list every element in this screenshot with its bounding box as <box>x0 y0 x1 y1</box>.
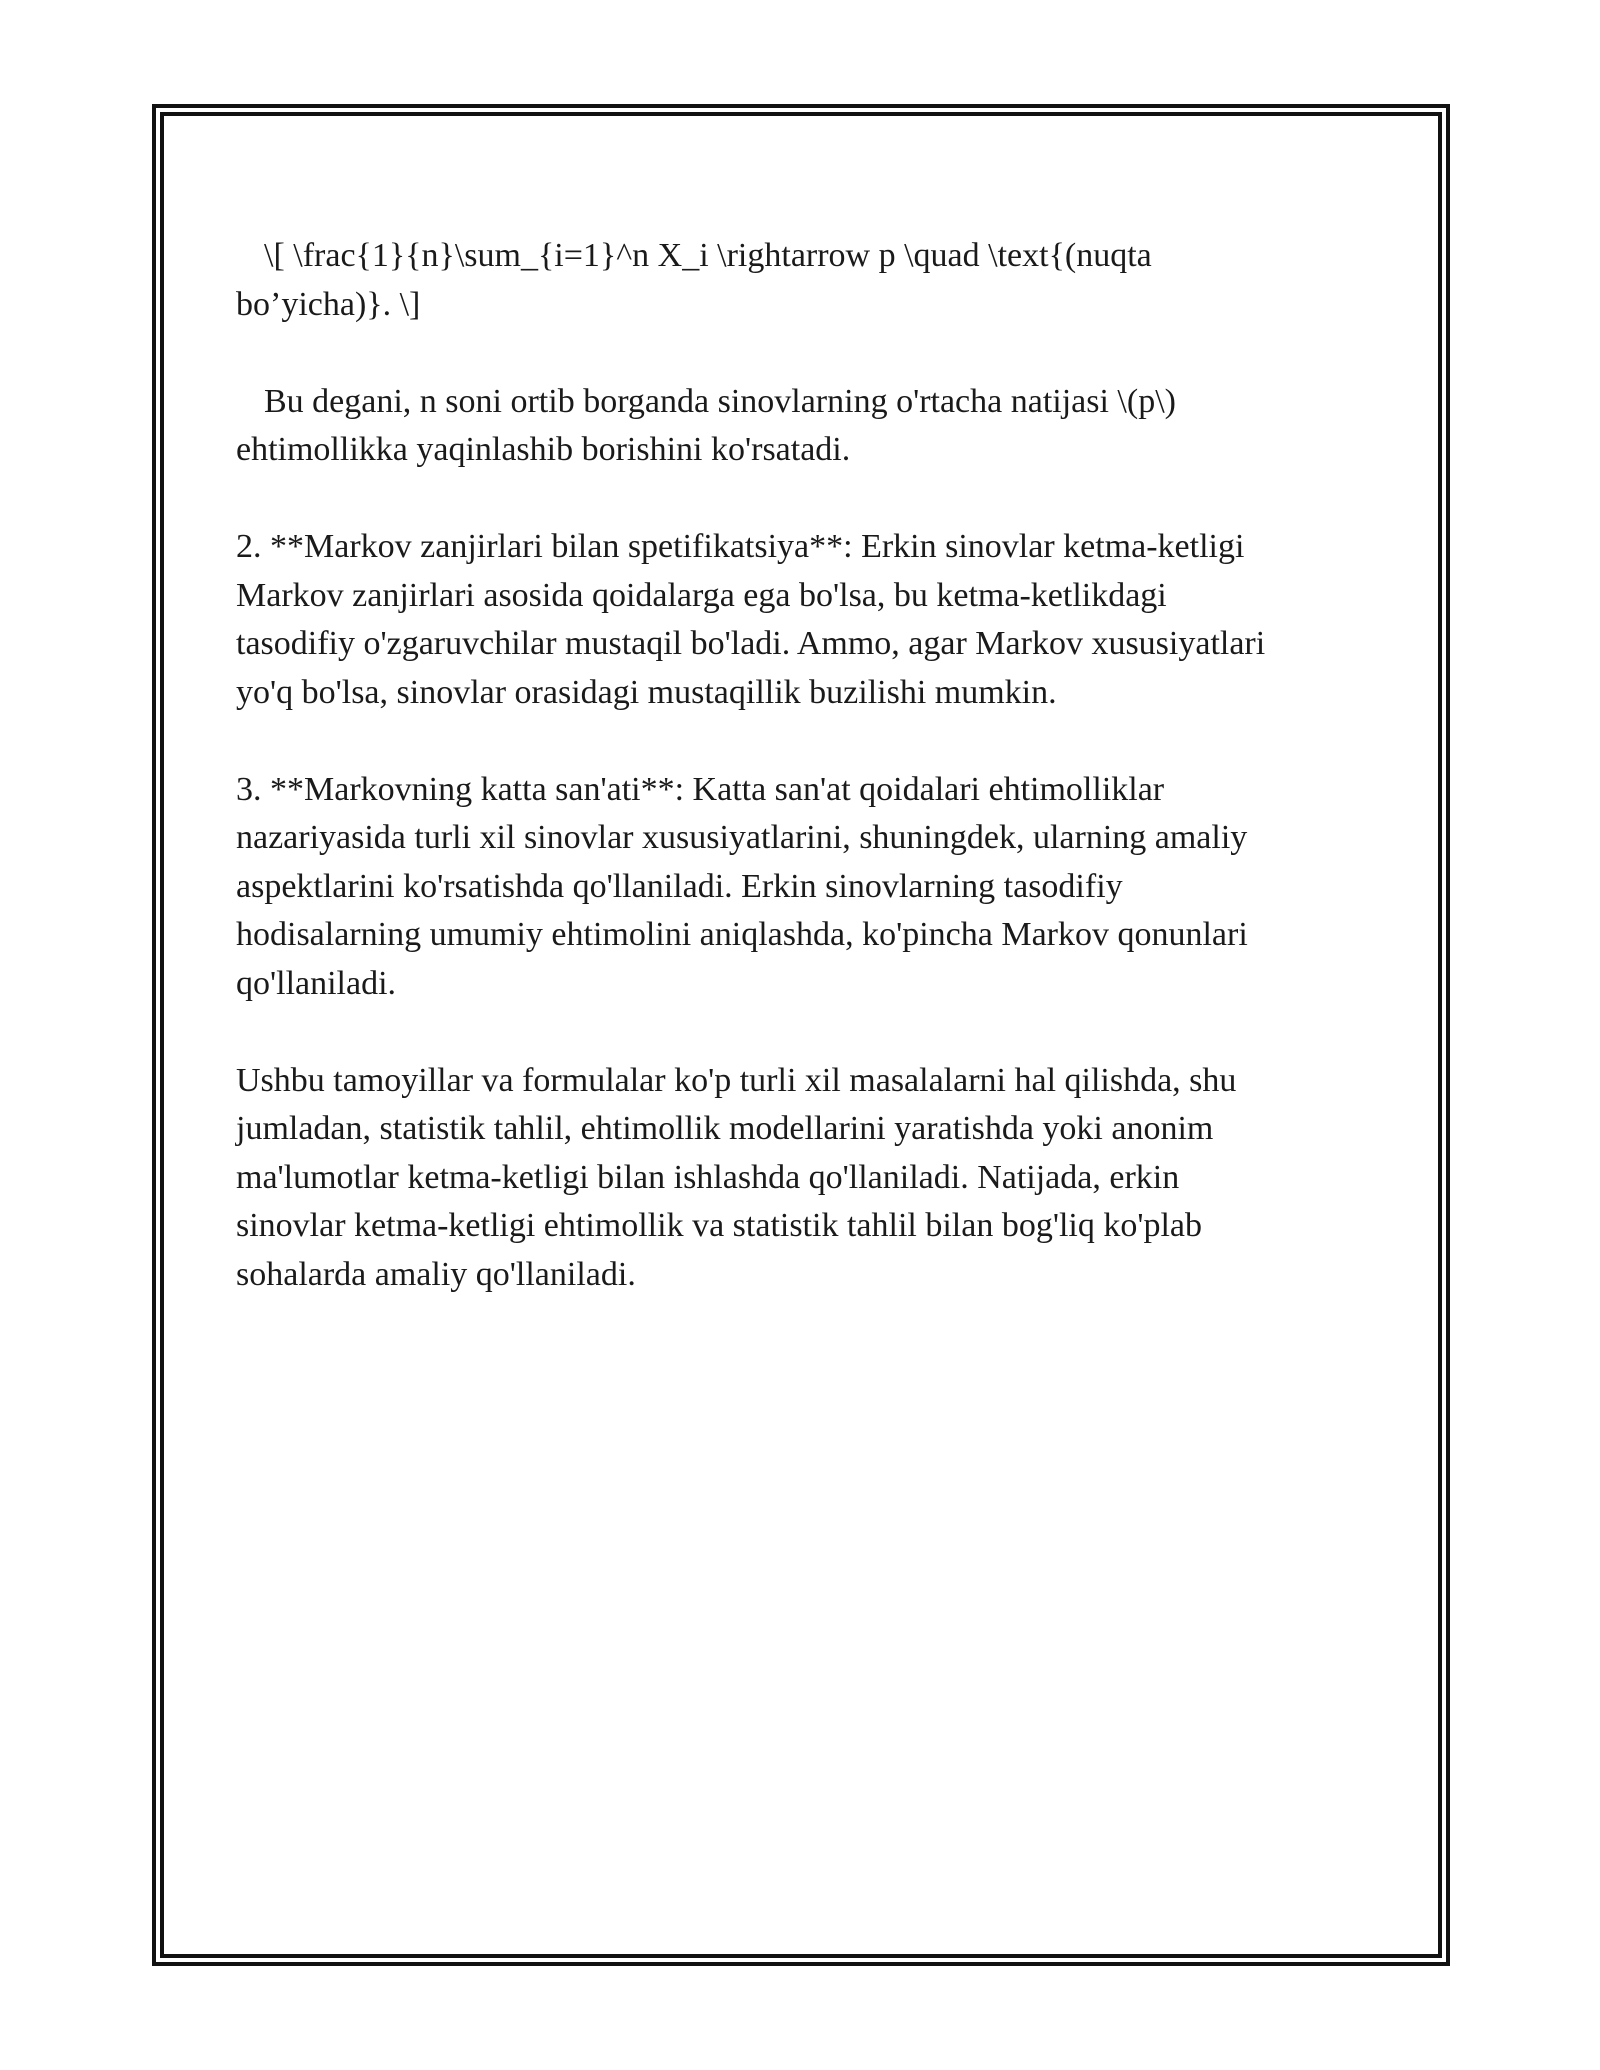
formula-paragraph <box>236 232 1356 329</box>
text-line: nazariyasida turli xil sinovlar xususiyatlarini, shuningdek, ularning amaliy <box>236 819 1248 856</box>
text-line: \[ \frac{1}{n}\sum_{i=1}^n X_i \rightarrow p \quad \text{(nuqta <box>264 237 1152 274</box>
document-body <box>236 232 1356 1348</box>
text-line: sinovlar ketma-ketligi ehtimollik va statistik tahlil bilan bog'liq ko'plab <box>236 1207 1202 1244</box>
text-line: ma'lumotlar ketma-ketligi bilan ishlashda qo'llaniladi. Natijada, erkin <box>236 1158 1180 1196</box>
text-line: ehtimollikka yaqinlashib borishini ko'rsatadi. <box>236 431 851 468</box>
conclusion-paragraph <box>236 1057 1356 1300</box>
text-line: Ushbu tamoyillar va formulalar ko'p turli xil masalalarni hal qilishda, shu <box>236 1061 1237 1099</box>
explanation-paragraph <box>236 378 1356 475</box>
text-line: sohalarda amaliy qo'llaniladi. <box>236 1255 636 1293</box>
text-line: hodisalarning umumiy ehtimolini aniqlashda, ko'pincha Markov qonunlari <box>236 916 1248 953</box>
list-item-3 <box>236 766 1356 1009</box>
text-line: yo'q bo'lsa, sinovlar orasidagi mustaqillik buzilishi mumkin. <box>236 673 1057 711</box>
text-line: tasodifiy o'zgaruvchilar mustaqil bo'ladi. Ammo, agar Markov xususiyatlari <box>236 625 1266 662</box>
text-line: 2. **Markov zanjirlari bilan spetifikatsiya**: Erkin sinovlar ketma-ketligi <box>236 528 1245 565</box>
text-line: aspektlarini ko'rsatishda qo'llaniladi. Erkin sinovlarning tasodifiy <box>236 867 1123 905</box>
text-line: Markov zanjirlari asosida qoidalarga ega bo'lsa, bu ketma-ketlikdagi <box>236 576 1167 614</box>
text-line: Bu degani, n soni ortib borganda sinovlarning o'rtacha natijasi \(p\) <box>264 382 1176 420</box>
list-item-2 <box>236 523 1356 717</box>
text-line: 3. **Markovning katta san'ati**: Katta san'at qoidalari ehtimolliklar <box>236 770 1165 808</box>
text-line: qo'llaniladi. <box>236 964 397 1002</box>
text-line: jumladan, statistik tahlil, ehtimollik modellarini yaratishda yoki anonim <box>236 1110 1214 1147</box>
text-line: bo’yicha)}. \] <box>236 285 421 323</box>
